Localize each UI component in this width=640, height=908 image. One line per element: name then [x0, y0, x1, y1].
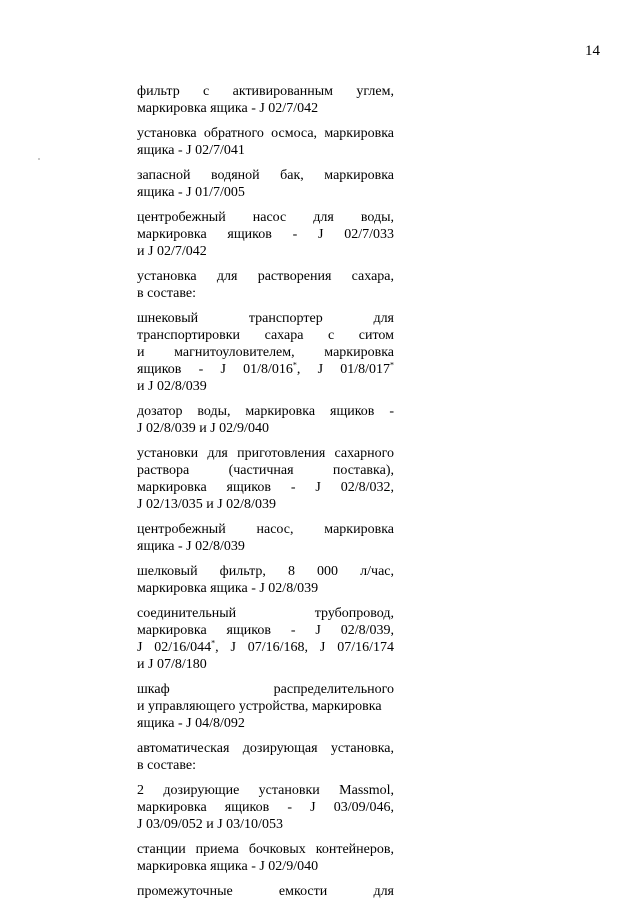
list-item: [137, 782, 394, 833]
list-item-line: центробежный насос для воды,: [137, 210, 394, 225]
list-item-line: маркировка ящиков - J 03/09/046,: [137, 800, 394, 815]
list-item-line: J 02/16/044*, J 07/16/168, J 07/16/174: [137, 638, 394, 655]
list-item-line: и управляющего устройства, маркировка: [137, 699, 382, 714]
list-item-line: маркировка ящика - J 02/9/040: [137, 859, 319, 874]
list-item: [137, 841, 394, 875]
list-item: [137, 310, 394, 395]
list-item-line: и J 02/7/042: [137, 244, 207, 259]
list-item: [137, 167, 394, 201]
list-item-line: запасной водяной бак, маркировка: [137, 168, 394, 183]
list-item-line: и J 07/8/180: [137, 657, 207, 672]
equipment-list: [137, 83, 394, 908]
list-item-line: соединительный трубопровод,: [137, 606, 394, 621]
list-item: [137, 209, 394, 260]
list-item-line: промежуточные емкости для: [137, 884, 394, 899]
list-item-line: маркировка ящиков - J 02/7/033: [137, 227, 394, 242]
list-item: [137, 563, 394, 597]
list-item: [137, 681, 394, 732]
list-item-line: фильтр с активированным углем,: [137, 84, 394, 99]
list-item-line: в составе:: [137, 758, 197, 773]
list-item-line: установка обратного осмоса, маркировка: [137, 126, 394, 141]
list-item-line: маркировка ящика - J 02/7/042: [137, 101, 319, 116]
list-item-line: J 03/09/052 и J 03/10/053: [137, 817, 283, 832]
list-item-line: 2 дозирующие установки Massmol,: [137, 783, 394, 798]
list-item-line: в составе:: [137, 286, 197, 301]
list-item-line: раствора (частичная поставка),: [137, 463, 394, 478]
list-item-line: шнековый транспортер для: [137, 311, 394, 326]
list-item-line: транспортировки сахара с ситом: [137, 328, 394, 343]
list-item-line: дозатор воды, маркировка ящиков -: [137, 404, 394, 419]
list-item-line: ящика - J 02/8/039: [137, 539, 245, 554]
list-item: [137, 883, 394, 900]
list-item-line: установка для растворения сахара,: [137, 269, 394, 284]
page-number: 14: [585, 43, 600, 59]
list-item-line: автоматическая дозирующая установка,: [137, 741, 394, 756]
list-item-line: станции приема бочковых контейнеров,: [137, 842, 394, 857]
list-item-line: центробежный насос, маркировка: [137, 522, 394, 537]
list-item-line: ящика - J 02/7/041: [137, 143, 245, 158]
list-item-line: ящика - J 04/8/092: [137, 716, 245, 731]
list-item-line: J 02/8/039 и J 02/9/040: [137, 421, 269, 436]
list-item-line: маркировка ящиков - J 02/8/039,: [137, 623, 394, 638]
list-item-line: маркировка ящика - J 02/8/039: [137, 581, 319, 596]
list-item: [137, 445, 394, 513]
list-item-line: ящиков - J 01/8/016*, J 01/8/017*: [137, 360, 394, 377]
margin-mark: [38, 158, 40, 160]
list-item-line: шкаф распределительного: [137, 682, 394, 697]
list-item: [137, 83, 394, 117]
list-item: [137, 740, 394, 774]
list-item-line: ящика - J 01/7/005: [137, 185, 245, 200]
list-item-line: шелковый фильтр, 8 000 л/час,: [137, 564, 394, 579]
list-item: [137, 521, 394, 555]
list-item: [137, 268, 394, 302]
list-item-line: и магнитоуловителем, маркировка: [137, 345, 394, 360]
list-item-line: маркировка ящиков - J 02/8/032,: [137, 480, 394, 495]
list-item: [137, 125, 394, 159]
list-item: [137, 403, 394, 437]
list-item-line: и J 02/8/039: [137, 379, 207, 394]
list-item: [137, 605, 394, 673]
list-item-line: установки для приготовления сахарного: [137, 446, 394, 461]
list-item-line: J 02/13/035 и J 02/8/039: [137, 497, 276, 512]
